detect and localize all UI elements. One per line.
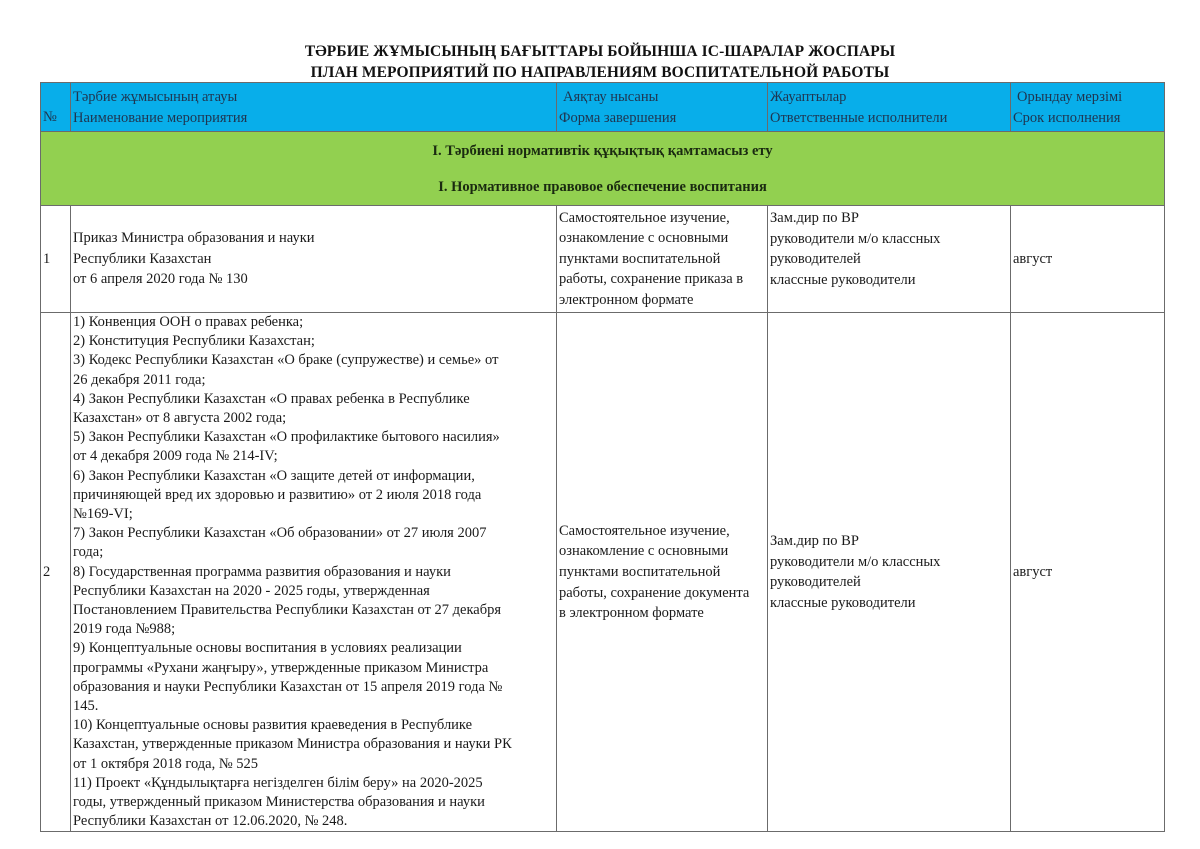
table-row [41, 206, 1165, 313]
table-header-row [41, 83, 1165, 132]
header-number: № [41, 83, 71, 132]
title-kazakh: ТӘРБИЕ ЖҰМЫСЫНЫҢ БАҒЫТТАРЫ БОЙЫНША ІС-ШАРАЛАР ЖОСПАРЫ [304, 43, 896, 60]
deadline-cell: август [1011, 206, 1165, 313]
title-russian: ПЛАН МЕРОПРИЯТИЙ ПО НАПРАВЛЕНИЯМ ВОСПИТАТЕЛЬНОЙ РАБОТЫ [310, 64, 890, 81]
header-responsible-ru: Ответственные исполнители [770, 109, 948, 126]
section-title-kz: I. Тәрбиені нормативтік құқықтық қамтамасыз ету [432, 142, 773, 159]
header-deadline-ru: Срок исполнения [1013, 109, 1121, 126]
header-activity-name-ru: Наименование мероприятия [73, 109, 248, 126]
header-responsible [768, 83, 1011, 132]
responsible-cell: Зам.дир по ВР руководители м/о классных руководителей классные руководители [768, 313, 1011, 832]
section-row [41, 132, 1165, 206]
responsible-cell: Зам.дир по ВР руководители м/о классных руководителей классные руководители [768, 206, 1011, 313]
activity-name-cell: 1) Конвенция ООН о правах ребенка; 2) Конституция Республики Казахстан; 3) Кодекс Республики Казахстан «О браке (супружестве) и семье» от 26 декабря 2011 года; 4) Закон Республики Казахстан «О правах ребенка в Республике Казахстан» от 8 августа 2002 года; 5) Закон Республики Казахстан «О профилактике бытового насилия» от 4 декабря 2009 года № 214-IV; 6) Закон Республики Казахстан «О защите детей от информации, причиняющей вред их здоровью и развитию» от 2 июля 2018 года №169-VI; 7) Закон Республики Казахстан «Об образовании» от 27 июля 2007 года; 8) Государственная программа развития образования и науки Республики Казахстан на 2020 - 2025 годы, утвержденная Постановлением Правительства Республики Казахстан от 27 декабря 2019 года №988; 9) Концептуальные основы воспитания в условиях реализации программы «Рухани жаңғыру», утвержденные приказом Министра образования и науки Республики Казахстан от 15 апреля 2019 года № 145. 10) Концептуальные основы развития краеведения в Республике Казахстан, утвержденные приказом Министра образования и науки РК от 1 октября 2018 года, № 525 11) Проект «Құндылықтарға негізделген білім беру» на 2020-2025 годы, утвержденный приказом Министерства образования и науки Республики Казахстан от 12.06.2020, № 248. [71, 313, 557, 832]
header-responsible-kz: Жауаптылар [770, 88, 847, 105]
header-completion-form [557, 83, 768, 132]
section-title-ru: I. Нормативное правовое обеспечение воспитания [438, 178, 767, 195]
header-deadline-kz: Орындау мерзімі [1017, 88, 1123, 105]
table-row [41, 313, 1165, 832]
activity-name-cell: Приказ Министра образования и науки Республики Казахстан от 6 апреля 2020 года № 130 [71, 206, 557, 313]
header-activity-name-kz: Тәрбие жұмысының атауы [73, 88, 238, 105]
completion-form-cell: Самостоятельное изучение, ознакомление с основными пунктами воспитательной работы, сохранение документа в электронном формате [557, 313, 768, 832]
row-number: 2 [41, 313, 71, 832]
completion-form-cell: Самостоятельное изучение, ознакомление с основными пунктами воспитательной работы, сохранение приказа в электронном формате [557, 206, 768, 313]
deadline-cell: август [1011, 313, 1165, 832]
activity-plan-table [40, 82, 1165, 832]
document-title-block [0, 41, 1200, 83]
header-deadline [1011, 83, 1165, 132]
header-activity-name [71, 83, 557, 132]
header-completion-form-ru: Форма завершения [559, 109, 677, 126]
header-completion-form-kz: Аяқтау нысаны [563, 88, 659, 105]
row-number: 1 [41, 206, 71, 313]
section-title [41, 132, 1165, 206]
